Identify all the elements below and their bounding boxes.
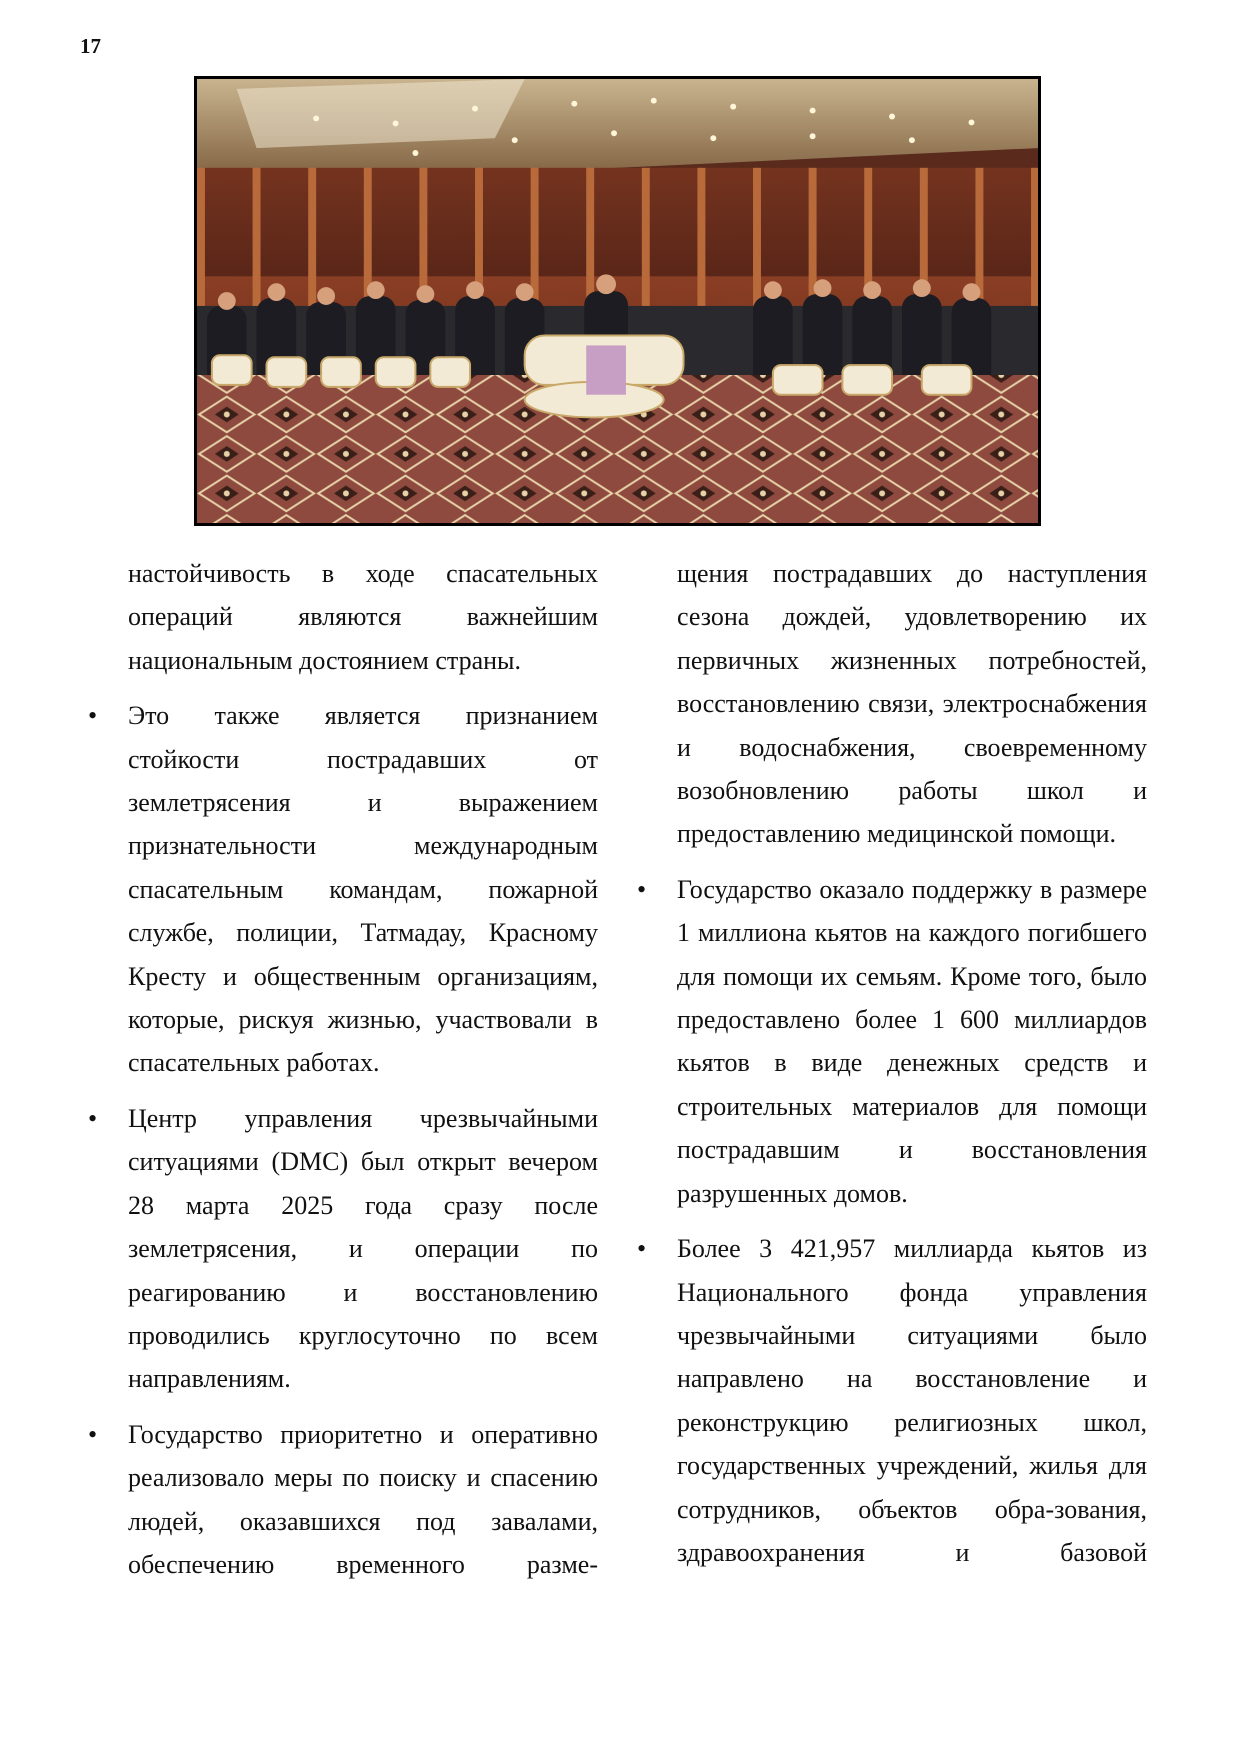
left-continuation-paragraph: настойчивость в ходе спасательных операций являются важнейшим национальным достоянием страны. — [128, 559, 598, 675]
left-column — [128, 552, 598, 1598]
bullet-item: • Это также является признанием стойкости пострадавших от землетрясения и выражением признательности международным спасательным командам, пожарной службе, полиции, Татмадау, Красному Кресту и общественным организациям, которые, рискуя жизнью, участвовали в спасательных работах. — [128, 694, 598, 1085]
bullet-item: • Государство оказало поддержку в размере 1 миллиона кьятов на каждого погибшего для помощи их семьям. Кроме того, было предоставлено более 1 600 миллиардов кьятов в виде денежных средств и строительных материалов для помощи пострадавшим и восстановления разрушенных домов. — [677, 868, 1147, 1215]
right-continuation-paragraph: щения пострадавших до наступления сезона дождей, удовлетворению их первичных жизненных потребностей, восстановлению связи, электроснабжения и водоснабжения, своевременному возобновлению работы школ и предоставлению медицинской помощи. — [677, 559, 1147, 849]
bullet-item: • Государство приоритетно и оперативно реализовало меры по поиску и спасению людей, оказавшихся под завалами, обеспечению временного разме- — [128, 1413, 598, 1587]
bullet-item: • Центр управления чрезвычайными ситуациями (DMC) был открыт вечером 28 марта 2025 года сразу после землетрясения, и операции по реагированию и восстановлению проводились круглосуточно по всем направлениям. — [128, 1097, 598, 1401]
bullet-item: • Более 3 421,957 миллиарда кьятов из Национального фонда управления чрезвычайными ситуациями было направлено на восстановление и реконструкцию религиозных школ, государственных учреждений, жилья для сотрудников, объектов обра-зования, здравоохранения и базовой — [677, 1227, 1147, 1574]
event-photo-image — [197, 79, 1038, 523]
page-number: 17 — [80, 34, 101, 58]
right-column — [677, 552, 1147, 1586]
event-photo — [194, 76, 1041, 526]
